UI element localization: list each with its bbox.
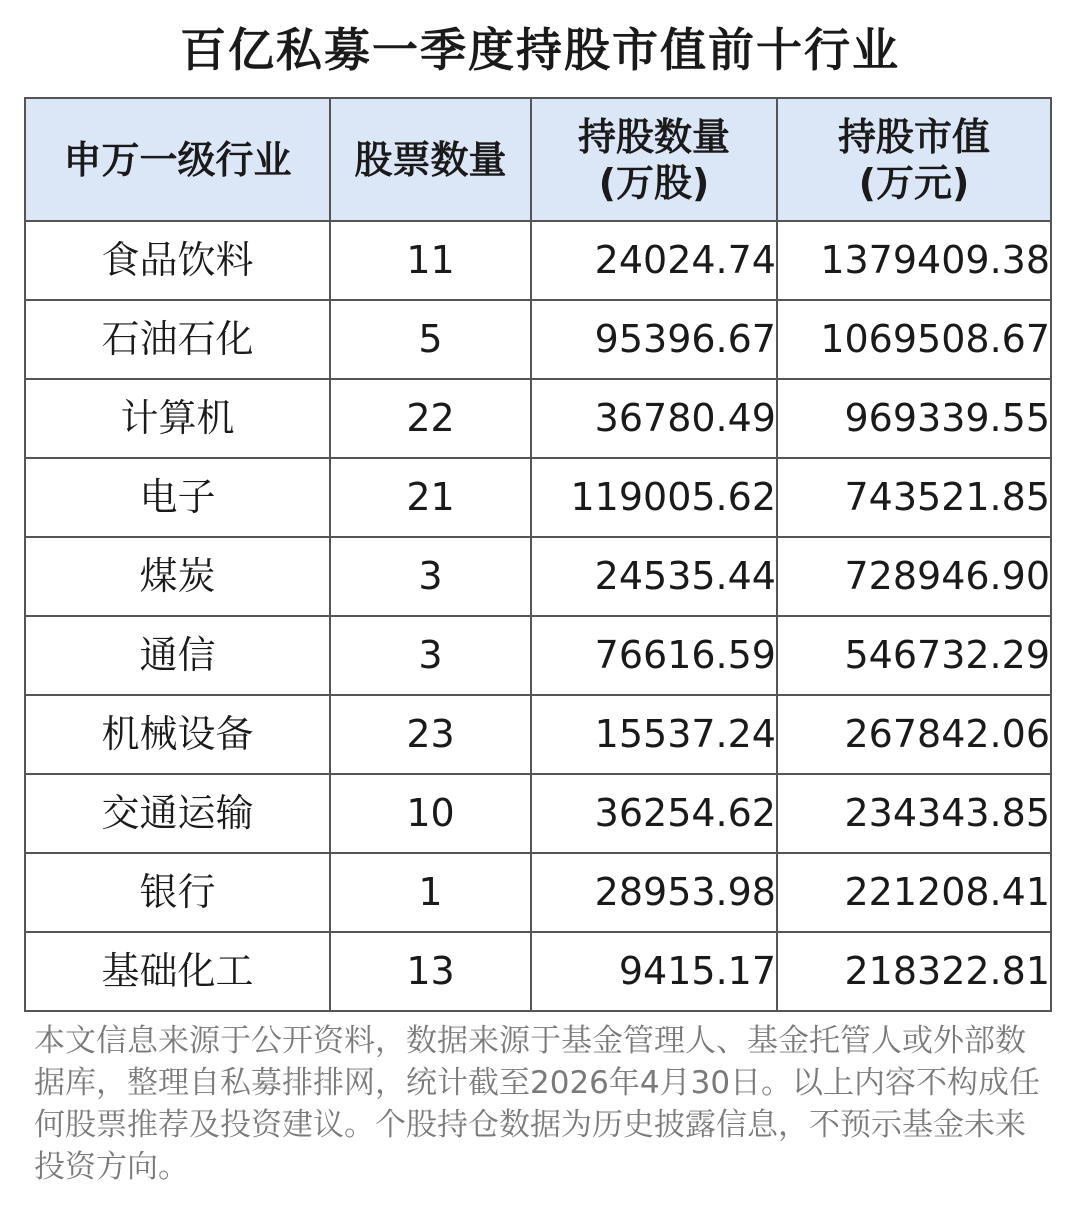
cell-market-value: 218322.81: [777, 932, 1051, 1011]
cell-industry: 计算机: [25, 379, 330, 458]
cell-market-value: 234343.85: [777, 774, 1051, 853]
header-shares-held: 持股数量 (万股): [531, 98, 777, 221]
cell-shares-held: 28953.98: [531, 853, 777, 932]
cell-stock-count: 3: [330, 537, 531, 616]
table-row: [25, 616, 1051, 695]
cell-shares-held: 24535.44: [531, 537, 777, 616]
table-header-row: [25, 98, 1051, 221]
cell-industry: 通信: [25, 616, 330, 695]
cell-market-value: 546732.29: [777, 616, 1051, 695]
cell-stock-count: 11: [330, 221, 531, 300]
cell-shares-held: 15537.24: [531, 695, 777, 774]
cell-shares-held: 119005.62: [531, 458, 777, 537]
cell-stock-count: 1: [330, 853, 531, 932]
cell-market-value: 969339.55: [777, 379, 1051, 458]
table-row: [25, 774, 1051, 853]
cell-shares-held: 24024.74: [531, 221, 777, 300]
footnote: 本文信息来源于公开资料，数据来源于基金管理人、基金托管人或外部数据库，整理自私募排排网，统计截至2026年4月30日。以上内容不构成任何股票推荐及投资建议。个股持仓数据为历史披露信息，不预示基金未来投资方向。: [34, 1023, 1041, 1185]
table-row: [25, 853, 1051, 932]
table-row: [25, 300, 1051, 379]
header-industry: 申万一级行业: [25, 98, 330, 221]
cell-stock-count: 23: [330, 695, 531, 774]
cell-industry: 银行: [25, 853, 330, 932]
header-market-value: 持股市值 (万元): [777, 98, 1051, 221]
cell-stock-count: 3: [330, 616, 531, 695]
cell-market-value: 1379409.38: [777, 221, 1051, 300]
cell-stock-count: 21: [330, 458, 531, 537]
table-row: [25, 695, 1051, 774]
cell-stock-count: 5: [330, 300, 531, 379]
cell-market-value: 728946.90: [777, 537, 1051, 616]
cell-industry: 煤炭: [25, 537, 330, 616]
cell-shares-held: 95396.67: [531, 300, 777, 379]
cell-industry: 食品饮料: [25, 221, 330, 300]
cell-industry: 基础化工: [25, 932, 330, 1011]
table-row: [25, 537, 1051, 616]
cell-shares-held: 9415.17: [531, 932, 777, 1011]
cell-market-value: 267842.06: [777, 695, 1051, 774]
table-row: [25, 379, 1051, 458]
page-title: 百亿私募一季度持股市值前十行业: [180, 23, 900, 77]
cell-industry: 电子: [25, 458, 330, 537]
cell-industry: 石油石化: [25, 300, 330, 379]
cell-market-value: 1069508.67: [777, 300, 1051, 379]
cell-stock-count: 10: [330, 774, 531, 853]
cell-stock-count: 22: [330, 379, 531, 458]
cell-stock-count: 13: [330, 932, 531, 1011]
cell-shares-held: 76616.59: [531, 616, 777, 695]
cell-shares-held: 36254.62: [531, 774, 777, 853]
industry-table: [24, 97, 1052, 1012]
cell-market-value: 743521.85: [777, 458, 1051, 537]
table-row: [25, 932, 1051, 1011]
table-row: [25, 458, 1051, 537]
header-stock-count: 股票数量: [330, 98, 531, 221]
cell-shares-held: 36780.49: [531, 379, 777, 458]
cell-industry: 机械设备: [25, 695, 330, 774]
table-row: [25, 221, 1051, 300]
cell-market-value: 221208.41: [777, 853, 1051, 932]
cell-industry: 交通运输: [25, 774, 330, 853]
